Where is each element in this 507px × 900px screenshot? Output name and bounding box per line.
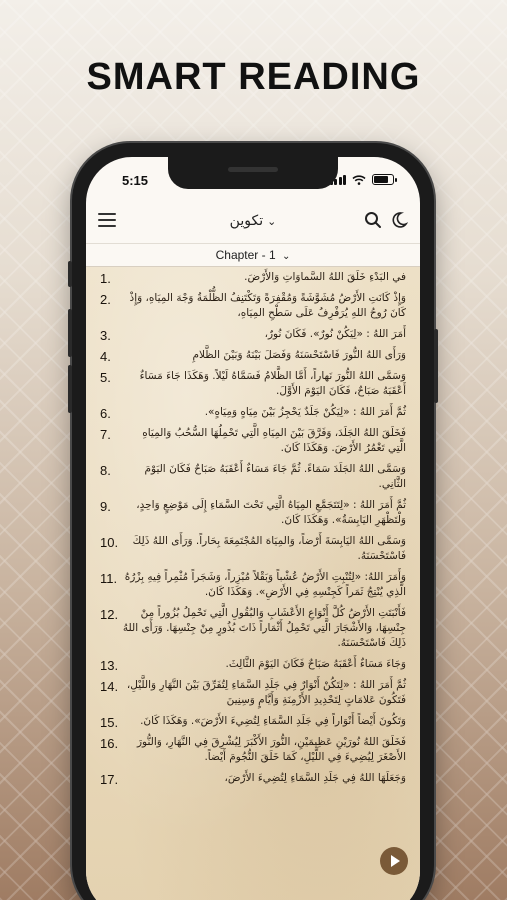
verse-number: 11. bbox=[100, 571, 118, 586]
verse-item[interactable] bbox=[86, 402, 420, 423]
mute-switch bbox=[68, 261, 72, 287]
wifi-icon bbox=[352, 175, 366, 185]
chapter-label: Chapter - 1 bbox=[215, 248, 276, 262]
chevron-down-icon: ⌄ bbox=[267, 216, 277, 228]
verse-number: 8. bbox=[100, 463, 111, 478]
verse-text: في البَدْءِ خَلَقَ اللهُ السَّماوَاتِ وَالأَرْضَ. bbox=[244, 271, 406, 283]
moon-icon[interactable] bbox=[390, 211, 408, 229]
verse-number: 10. bbox=[100, 535, 119, 550]
verse-number: 12. bbox=[100, 607, 119, 622]
verse-item[interactable] bbox=[86, 495, 420, 531]
verse-item[interactable] bbox=[86, 603, 420, 654]
verse-item[interactable] bbox=[86, 768, 420, 789]
verse-text: وَسَمَّى اللهُ النُّورَ نَهاراً، أَمَّا الظَّلامُ فَسَمَّاهُ لَيْلاً. وَهَكَذَا جَاءَ مَسَاءٌ أَعْقَبَهُ صَبَاحٌ، فَكَانَ اليَوْمَ الأَوَّلَ. bbox=[139, 370, 406, 397]
verse-text: فَخَلَقَ اللهُ نُورَيْنِ عَظِيمَيْنِ، النُّورَ الأَكْبَرَ لِيُشْرِقَ فِي النَّهَارِ، وَالنُّورَ الأَصْغَرَ لِيُضِيءَ فِي اللَّيْلِ، كَمَا خَلَقَ النُّجُومَ أَيْضاً. bbox=[136, 736, 406, 763]
verse-number: 16. bbox=[100, 736, 119, 751]
verse-number: 5. bbox=[100, 370, 111, 385]
verse-number: 4. bbox=[100, 349, 111, 364]
verse-number: 15. bbox=[100, 715, 119, 730]
verse-text: وَأَمَرَ اللهُ: «لِتُنْبِتِ الأَرْضُ عُشْباً وَبَقْلاً مُبْزِراً، وَشَجَراً مُثْمِراً فِيهِ بِزْرُهُ الَّذِي يُنْتِجُ ثَمَراً كَجِنْسِهِ فِي الأَرْضِ». وَهَكَذَا كَانَ. bbox=[124, 571, 406, 598]
verse-text: ثُمَّ أَمَرَ اللهُ : «لِيَكُنْ جَلَدٌ يَحْجِزُ بَيْنَ مِيَاهٍ وَمِيَاهٍ». bbox=[204, 406, 406, 418]
battery-icon bbox=[372, 174, 394, 185]
verse-text: وَسَمَّى اللهُ الجَلَدَ سَمَاءً. ثُمَّ جَاءَ مَسَاءٌ أَعْقَبَهُ صَبَاحٌ فَكَانَ اليَوْمَ الثَّانِي. bbox=[144, 463, 406, 490]
verse-number: 3. bbox=[100, 328, 111, 343]
verse-number: 1. bbox=[100, 271, 111, 286]
chapter-selector[interactable] bbox=[86, 243, 420, 267]
search-icon[interactable] bbox=[364, 211, 382, 229]
verse-number: 14. bbox=[100, 679, 119, 694]
verse-text: وَرَأَى اللهُ النُّورَ فَاسْتَحْسَنَهُ وَفَصَلَ بَيْنَهُ وَبَيْنَ الظَّلامِ bbox=[192, 349, 406, 361]
verse-number: 2. bbox=[100, 292, 111, 307]
phone-frame bbox=[72, 143, 434, 900]
verse-item[interactable] bbox=[86, 459, 420, 495]
verse-item[interactable] bbox=[86, 288, 420, 324]
verse-text: وَجَاءَ مَسَاءٌ أَعْقَبَهُ صَبَاحٌ فَكَانَ اليَوْمَ الثَّالِثَ. bbox=[225, 658, 406, 670]
chevron-down-icon: ⌄ bbox=[281, 251, 291, 262]
verse-item[interactable] bbox=[86, 423, 420, 459]
verse-text: ثُمَّ أَمَرَ اللهُ : «لِتَتَجَمَّعِ المِيَاهُ الَّتِي تَحْتَ السَّمَاءِ إِلَى مَوْضِعٍ وَاحِدٍ، وَلْتَظْهَرِ اليَابِسَةُ». وَهَكَذَا كَانَ. bbox=[136, 499, 406, 526]
volume-down-button bbox=[68, 365, 72, 413]
verse-number: 17. bbox=[100, 772, 119, 787]
page-headline: SMART READING bbox=[86, 56, 421, 98]
verse-list[interactable] bbox=[86, 267, 420, 900]
verse-text: ثُمَّ أَمَرَ اللهُ : «لِتَكُنْ أَنْوَارٌ فِي جَلَدِ السَّمَاءِ لِتُفَرِّقَ بَيْنَ النَّهَارِ وَاللَّيْلِ، فَتَكُونَ عَلامَاتٍ لِتَحْدِيدِ الأَزْمِنَةِ وَأَيَّامٍ وَسِنِينَ bbox=[126, 679, 406, 706]
verse-text: فَخَلَقَ اللهُ الجَلَدَ، وَفَرَّقَ بَيْنَ المِيَاهِ الَّتِي تَحْمِلُهَا السُّحُبُ وَالمِيَاهِ الَّتِي تَغْمُرُ الأَرْضَ. وَهَكَذَا كَانَ. bbox=[142, 427, 406, 454]
verse-number: 6. bbox=[100, 406, 111, 421]
book-title: تكوين bbox=[229, 212, 264, 228]
verse-item[interactable] bbox=[86, 654, 420, 675]
play-icon bbox=[391, 855, 400, 867]
verse-item[interactable] bbox=[86, 324, 420, 345]
volume-up-button bbox=[68, 309, 72, 357]
verse-text: وَتَكُونَ أَيْضاً أَنْوَاراً فِي جَلَدِ السَّمَاءِ لِتُضِيءَ الأَرْضَ». وَهَكَذَا كَانَ. bbox=[140, 715, 406, 727]
verse-text: فَأَنْبَتَتِ الأَرْضُ كُلَّ أَنْوَاعِ الأَعْشَابِ وَالبُقُولِ الَّتِي تَحْمِلُ بُزُوراً مِنْ جِنْسِهَا، وَالأَشْجَارَ الَّتِي تَحْمِلُ أَثْمَاراً ذَاتَ بُذُورٍ مِنْ جِنْسِهَا. وَرَأَى اللهُ ذَلِكَ فَاسْتَحْسَنَهُ. bbox=[122, 607, 406, 649]
status-time: 5:15 bbox=[122, 173, 149, 188]
verse-number: 13. bbox=[100, 658, 119, 673]
verse-number: 9. bbox=[100, 499, 111, 514]
top-navbar bbox=[86, 203, 420, 243]
verse-item[interactable] bbox=[86, 531, 420, 567]
verse-item[interactable] bbox=[86, 267, 420, 288]
verse-text: أَمَرَ اللهُ : «لِيَكُنْ نُورٌ». فَكَانَ نُورٌ، bbox=[264, 328, 406, 340]
verse-text: وَإِذْ كَانَتِ الأَرْضُ مُشَوَّشَةً وَمُقْفِرَةً وَتَكْتَنِفُ الظُّلْمَةُ وَجْهَ المِيَاهِ، وَإِذْ كَانَ رُوحُ اللهِ يُرَفْرِفُ عَلَى سَطْحِ المِيَاهِ، bbox=[129, 292, 406, 319]
play-button[interactable] bbox=[380, 847, 408, 875]
notch bbox=[168, 157, 338, 189]
verse-item[interactable] bbox=[86, 345, 420, 366]
verse-item[interactable] bbox=[86, 732, 420, 768]
app-screen bbox=[86, 157, 420, 900]
verse-item[interactable] bbox=[86, 711, 420, 732]
verse-text: وَسَمَّى اللهُ اليَابِسَةَ أَرْضاً، وَالمِيَاهَ المُجْتَمِعَةَ بِحَاراً. وَرَأَى اللهُ ذَلِكَ فَاسْتَحْسَنَهُ. bbox=[132, 535, 406, 562]
verse-item[interactable] bbox=[86, 567, 420, 603]
verse-number: 7. bbox=[100, 427, 111, 442]
verse-text: وَجَعَلَهَا اللهُ فِي جَلَدِ السَّمَاءِ لِتُضِيءَ الأَرْضَ، bbox=[224, 772, 406, 784]
verse-item[interactable] bbox=[86, 366, 420, 402]
power-button bbox=[434, 329, 438, 403]
verse-item[interactable] bbox=[86, 675, 420, 711]
